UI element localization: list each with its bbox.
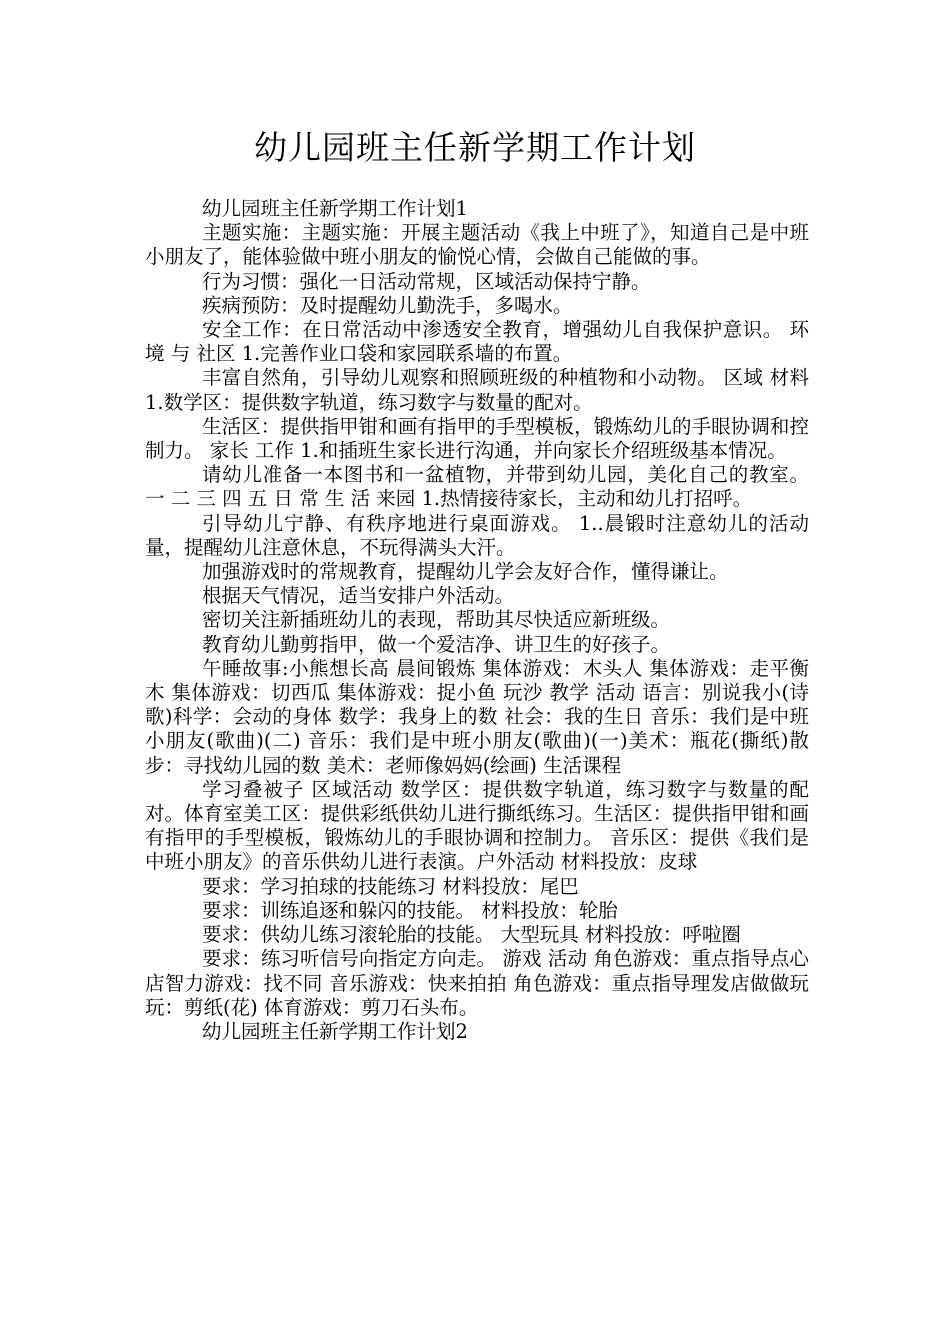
paragraph-area-activities: 学习叠被子 区域活动 数学区：提供数字轨道，练习数字与数量的配对。体育室美工区：提供彩纸供幼儿进行撕纸练习。生活区：提供指甲钳和画有指甲的手型模板，锻炼幼儿的手眼协调和控制力。 音乐区：提供《我们是中班小朋友》的音乐供幼儿进行表演。户外活动 材料投放：皮球 (145, 777, 809, 874)
paragraph-subtitle-1: 幼儿园班主任新学期工作计划1 (202, 197, 468, 220)
paragraph-games: 要求：练习听信号向指定方向走。 游戏 活动 角色游戏：重点指导点心店智力游戏：找不同 音乐游戏：快来拍拍 角色游戏：重点指导理发店做做玩玩：剪纸(花) 体育游戏：剪刀石头布。 (145, 947, 809, 1019)
paragraph-hygiene: 教育幼儿勤剪指甲，做一个爱洁净、讲卫生的好孩子。 (202, 632, 671, 656)
paragraph-requirement-chase: 要求：训练追逐和躲闪的技能。 材料投放：轮胎 (202, 898, 618, 922)
paragraph-life-area: 生活区：提供指甲钳和画有指甲的手型模板，锻炼幼儿的手眼协调和控制力。 家长 工作 1.和插班生家长进行沟通，并向家长介绍班级基本情况。 (145, 414, 809, 463)
paragraph-weather: 根据天气情况，适当安排户外活动。 (202, 584, 515, 608)
paragraph-subtitle-2: 幼儿园班主任新学期工作计划2 (202, 1019, 468, 1043)
paragraph-disease-prevention: 疾病预防：及时提醒幼儿勤洗手，多喝水。 (202, 293, 573, 317)
paragraph-requirement-ball: 要求：学习拍球的技能练习 材料投放：尾巴 (202, 874, 579, 898)
document-body (145, 197, 809, 1044)
paragraph-books-plants: 请幼儿准备一本图书和一盆植物，并带到幼儿园，美化自己的教室。 一 二 三 四 五 日 常 生 活 来园 1.热情接待家长，主动和幼儿打招呼。 (145, 463, 809, 511)
paragraph-schedule: 午睡故事:小熊想长高 晨间锻炼 集体游戏：木头人 集体游戏：走平衡木 集体游戏：切西瓜 集体游戏：捉小鱼 玩沙 教学 活动 语言：别说我小(诗歌)科学：会动的身体 数学：我身上的数 社会：我的生日 音乐：我们是中班小朋友(歌曲)(二) 音乐：我们是中班小朋友(歌曲)(一)美术：瓶花(撕纸)散步：寻找幼儿园的数 美术：老师像妈妈(绘画) 生活课程 (145, 656, 809, 777)
paragraph-habits: 行为习惯：强化一日活动常规，区域活动保持宁静。 (202, 269, 651, 293)
paragraph-safety: 安全工作：在日常活动中渗透安全教育，增强幼儿自我保护意识。 环境 与 社区 1.完善作业口袋和家园联系墙的布置。 (145, 318, 809, 366)
document-title: 幼儿园班主任新学期工作计划 (254, 128, 696, 167)
paragraph-requirement-tire: 要求：供幼儿练习滚轮胎的技能。 大型玩具 材料投放：呼啦圈 (202, 923, 741, 947)
paragraph-new-students: 密切关注新插班幼儿的表现，帮助其尽快适应新班级。 (202, 608, 671, 632)
paragraph-table-games: 引导幼儿宁静、有秩序地进行桌面游戏。 1..晨锻时注意幼儿的活动量，提醒幼儿注意休息，不玩得满头大汗。 (145, 511, 809, 559)
paragraph-nature-corner: 丰富自然角，引导幼儿观察和照顾班级的种植物和小动物。 区域 材料 1.数学区：提供数字轨道，练习数字与数量的配对。 (145, 366, 809, 414)
paragraph-game-rules: 加强游戏时的常规教育，提醒幼儿学会友好合作，懂得谦让。 (202, 560, 729, 584)
paragraph-theme: 主题实施：主题实施：开展主题活动《我上中班了》，知道自己是中班小朋友了，能体验做中班小朋友的愉悦心情，会做自己能做的事。 (145, 221, 809, 269)
